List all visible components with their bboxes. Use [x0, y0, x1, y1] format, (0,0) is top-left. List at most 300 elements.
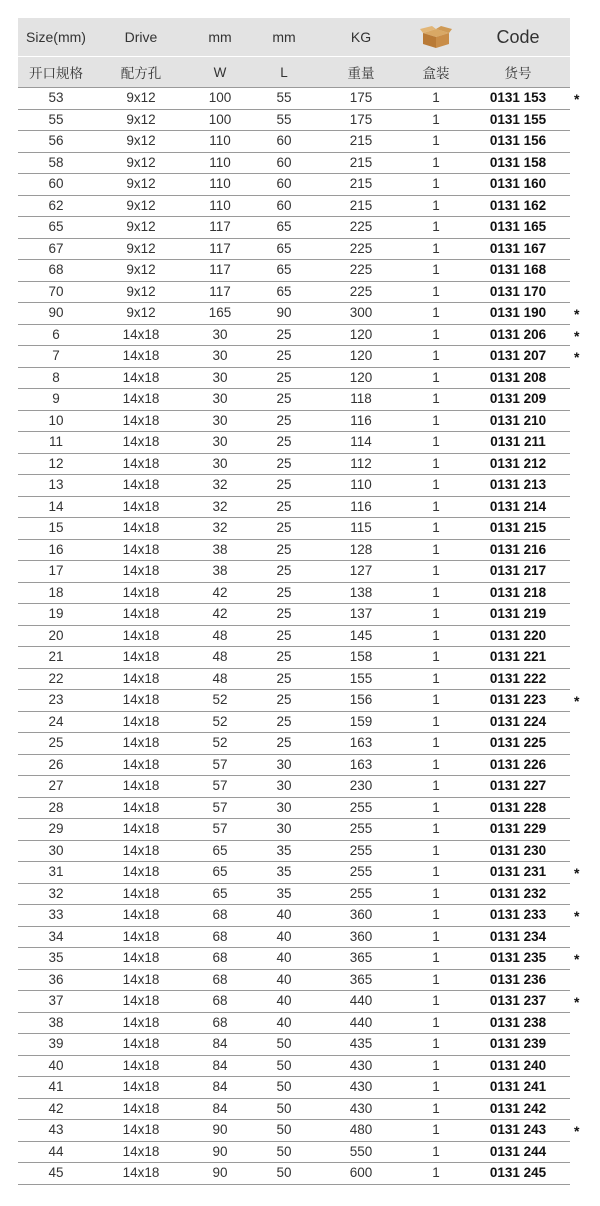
cell-box: 1: [432, 928, 440, 944]
cell-l: 25: [276, 606, 292, 622]
cell-kg: 155: [349, 670, 373, 686]
table-row: [18, 110, 570, 132]
cell-code: 0131 232: [489, 885, 547, 901]
cell-drive: 9x12: [126, 176, 156, 192]
cell-drive: 14x18: [122, 455, 160, 471]
cell-kg: 365: [349, 950, 373, 966]
cell-code: 0131 213: [489, 477, 547, 493]
cell-code: 0131 227: [489, 778, 547, 794]
table-row: [18, 884, 570, 906]
cell-w: 52: [212, 692, 228, 708]
cell-kg: 145: [349, 627, 373, 643]
cell-w: 52: [212, 713, 228, 729]
cell-code: 0131 238: [489, 1014, 547, 1030]
asterisk-mark: *: [574, 908, 580, 924]
cell-w: 57: [212, 756, 228, 772]
cell-code: 0131 155: [489, 111, 547, 127]
cell-w: 110: [209, 176, 231, 192]
cell-kg: 440: [349, 1014, 373, 1030]
cell-l: 40: [276, 971, 292, 987]
cell-drive: 14x18: [122, 584, 160, 600]
cell-w: 90: [212, 1165, 228, 1181]
cell-kg: 225: [349, 219, 373, 235]
cell-size: 56: [48, 133, 64, 149]
table-row: [18, 905, 580, 927]
cell-l: 90: [276, 305, 292, 321]
cell-kg: 360: [349, 928, 373, 944]
cell-code: 0131 231: [489, 864, 547, 880]
cell-drive: 14x18: [122, 563, 160, 579]
cell-box: 1: [432, 1036, 440, 1052]
cell-kg: 215: [349, 197, 373, 213]
table-row: [18, 755, 570, 777]
header-box-cn: 盒装: [422, 66, 450, 81]
cell-w: 30: [212, 348, 228, 364]
asterisk-mark: *: [574, 865, 580, 881]
table-row: [18, 862, 580, 884]
header-code: Code: [496, 26, 540, 47]
header-w-unit: mm: [208, 29, 232, 45]
header-row-english: [18, 18, 570, 56]
header-w: W: [213, 64, 227, 80]
cell-w: 68: [212, 971, 228, 987]
cell-w: 68: [212, 993, 228, 1009]
cell-l: 60: [276, 176, 292, 192]
cell-w: 117: [209, 283, 231, 299]
cell-drive: 14x18: [122, 928, 160, 944]
cell-l: 25: [276, 627, 292, 643]
cell-w: 90: [212, 1122, 228, 1138]
table-header: [18, 18, 570, 87]
cell-l: 65: [276, 262, 292, 278]
cell-kg: 225: [349, 283, 373, 299]
cell-size: 32: [48, 885, 64, 901]
cell-box: 1: [432, 692, 440, 708]
table-row: [18, 561, 570, 583]
cell-size: 70: [48, 283, 64, 299]
asterisk-mark: *: [574, 994, 580, 1010]
cell-kg: 255: [349, 821, 373, 837]
cell-kg: 255: [349, 864, 373, 880]
cell-l: 50: [276, 1143, 292, 1159]
cell-drive: 14x18: [122, 412, 160, 428]
table-row: [18, 1142, 570, 1164]
cell-kg: 255: [349, 885, 373, 901]
cell-code: 0131 243: [489, 1122, 547, 1138]
cell-size: 39: [48, 1036, 64, 1052]
cell-code: 0131 223: [489, 692, 547, 708]
cell-size: 33: [48, 907, 64, 923]
table-row: [18, 131, 570, 153]
cell-code: 0131 229: [489, 821, 547, 837]
table-row: [18, 626, 570, 648]
cell-l: 50: [276, 1079, 292, 1095]
cell-kg: 175: [349, 111, 373, 127]
cell-l: 30: [276, 821, 292, 837]
table-row: [18, 174, 570, 196]
table-row: [18, 368, 570, 390]
cell-code: 0131 228: [489, 799, 547, 815]
cell-code: 0131 165: [489, 219, 547, 235]
cell-box: 1: [432, 864, 440, 880]
cell-size: 35: [48, 950, 64, 966]
cell-size: 31: [48, 864, 64, 880]
table-row: [18, 1163, 570, 1185]
cell-drive: 9x12: [126, 197, 156, 213]
cell-kg: 255: [349, 799, 373, 815]
cell-w: 110: [209, 154, 231, 170]
table-row: [18, 604, 570, 626]
cell-drive: 14x18: [122, 1014, 160, 1030]
cell-drive: 9x12: [126, 111, 156, 127]
cell-kg: 127: [349, 563, 373, 579]
cell-kg: 112: [350, 455, 372, 471]
cell-box: 1: [432, 219, 440, 235]
table-row: [18, 841, 570, 863]
cell-drive: 14x18: [122, 606, 160, 622]
cell-box: 1: [432, 606, 440, 622]
cell-drive: 14x18: [122, 864, 160, 880]
cell-kg: 175: [349, 90, 373, 106]
cell-l: 25: [276, 649, 292, 665]
cell-w: 30: [212, 412, 228, 428]
table-row: [18, 260, 570, 282]
cell-kg: 600: [349, 1165, 373, 1181]
cell-drive: 14x18: [122, 713, 160, 729]
cell-drive: 9x12: [126, 219, 156, 235]
cell-l: 25: [276, 391, 292, 407]
table-row: [18, 282, 570, 304]
cell-kg: 116: [350, 412, 372, 428]
cell-code: 0131 214: [489, 498, 547, 514]
cell-code: 0131 219: [489, 606, 547, 622]
cell-l: 25: [276, 584, 292, 600]
cell-drive: 14x18: [122, 950, 160, 966]
cell-w: 57: [212, 778, 228, 794]
cell-w: 68: [212, 928, 228, 944]
cell-box: 1: [432, 1100, 440, 1116]
cell-size: 6: [52, 326, 60, 342]
cell-code: 0131 235: [489, 950, 547, 966]
cell-drive: 14x18: [122, 1100, 160, 1116]
cell-size: 41: [48, 1079, 64, 1095]
table-row: [18, 798, 570, 820]
cell-l: 30: [276, 778, 292, 794]
cell-drive: 14x18: [122, 993, 160, 1009]
cell-size: 65: [48, 219, 64, 235]
cell-drive: 9x12: [126, 305, 156, 321]
cell-size: 44: [48, 1143, 64, 1159]
cell-w: 48: [212, 627, 228, 643]
table-row: [18, 1013, 570, 1035]
cell-box: 1: [432, 885, 440, 901]
cell-box: 1: [432, 1143, 440, 1159]
cell-drive: 14x18: [122, 520, 160, 536]
cell-drive: 14x18: [122, 477, 160, 493]
cell-box: 1: [432, 498, 440, 514]
table-row: [18, 303, 580, 325]
cell-box: 1: [432, 735, 440, 751]
cell-l: 65: [276, 283, 292, 299]
cell-kg: 435: [349, 1036, 373, 1052]
header-size: Size(mm): [26, 29, 86, 45]
cell-drive: 14x18: [122, 907, 160, 923]
table-row: [18, 583, 570, 605]
table-row: [18, 819, 570, 841]
table-row: [18, 153, 570, 175]
table-row: [18, 475, 570, 497]
cell-box: 1: [432, 649, 440, 665]
cell-kg: 138: [349, 584, 373, 600]
cell-code: 0131 210: [489, 412, 547, 428]
cell-box: 1: [432, 520, 440, 536]
cell-l: 25: [276, 434, 292, 450]
cell-drive: 14x18: [122, 821, 160, 837]
table-row: [18, 432, 570, 454]
cell-w: 100: [208, 90, 232, 106]
header-drive-cn: 配方孔: [120, 66, 162, 81]
cell-l: 40: [276, 993, 292, 1009]
cell-drive: 14x18: [122, 1079, 160, 1095]
table-row: [18, 1034, 570, 1056]
cell-size: 13: [48, 477, 64, 493]
cell-drive: 14x18: [122, 756, 160, 772]
cell-drive: 9x12: [126, 90, 156, 106]
table-row: [18, 927, 570, 949]
cell-w: 57: [212, 821, 228, 837]
table-row: [18, 970, 570, 992]
cell-box: 1: [432, 90, 440, 106]
cell-l: 65: [276, 240, 292, 256]
cell-size: 38: [48, 1014, 64, 1030]
cell-box: 1: [432, 348, 440, 364]
cell-code: 0131 225: [489, 735, 547, 751]
cell-w: 32: [212, 498, 228, 514]
cell-drive: 14x18: [122, 391, 160, 407]
cell-size: 67: [48, 240, 64, 256]
cell-w: 30: [212, 391, 228, 407]
cell-size: 28: [48, 799, 64, 815]
cell-size: 25: [48, 735, 64, 751]
cell-size: 22: [48, 670, 64, 686]
cell-box: 1: [432, 821, 440, 837]
asterisk-mark: *: [574, 349, 580, 365]
cell-w: 110: [209, 133, 231, 149]
cell-size: 27: [48, 778, 64, 794]
table-row: [18, 540, 570, 562]
cell-w: 110: [209, 197, 231, 213]
cell-l: 25: [276, 541, 292, 557]
header-l: L: [280, 64, 288, 80]
table-row: [18, 239, 570, 261]
cell-kg: 118: [350, 391, 372, 407]
cell-w: 57: [212, 799, 228, 815]
cell-l: 40: [276, 928, 292, 944]
cell-kg: 163: [349, 756, 373, 772]
cell-drive: 14x18: [122, 1143, 160, 1159]
cell-code: 0131 215: [489, 520, 547, 536]
cell-box: 1: [432, 1079, 440, 1095]
cell-drive: 14x18: [122, 369, 160, 385]
cell-kg: 430: [349, 1100, 373, 1116]
cell-code: 0131 208: [489, 369, 547, 385]
table-row: [18, 1077, 570, 1099]
cell-size: 21: [48, 649, 64, 665]
cell-kg: 225: [349, 262, 373, 278]
cell-l: 25: [276, 670, 292, 686]
cell-drive: 14x18: [122, 1122, 160, 1138]
cell-code: 0131 212: [489, 455, 547, 471]
cell-drive: 14x18: [122, 434, 160, 450]
cell-kg: 120: [349, 369, 373, 385]
asterisk-mark: *: [574, 693, 580, 709]
cell-code: 0131 245: [489, 1165, 547, 1181]
cell-kg: 158: [349, 649, 373, 665]
cell-w: 65: [212, 885, 228, 901]
cell-w: 30: [212, 434, 228, 450]
cell-code: 0131 206: [489, 326, 547, 342]
cell-drive: 14x18: [122, 799, 160, 815]
cell-code: 0131 170: [489, 283, 547, 299]
cell-w: 32: [212, 477, 228, 493]
cell-kg: 225: [349, 240, 373, 256]
cell-box: 1: [432, 563, 440, 579]
cell-w: 52: [212, 735, 228, 751]
cell-l: 40: [276, 907, 292, 923]
cell-kg: 120: [349, 326, 373, 342]
cell-kg: 163: [349, 735, 373, 751]
cell-l: 25: [276, 713, 292, 729]
cell-w: 38: [212, 541, 228, 557]
asterisk-mark: *: [574, 91, 580, 107]
cell-size: 14: [48, 498, 64, 514]
cell-l: 30: [276, 756, 292, 772]
cell-box: 1: [432, 756, 440, 772]
cell-code: 0131 167: [489, 240, 547, 256]
cell-box: 1: [432, 412, 440, 428]
cell-l: 25: [276, 348, 292, 364]
cell-box: 1: [432, 842, 440, 858]
table-row: [18, 647, 570, 669]
cell-size: 10: [48, 412, 64, 428]
cell-box: 1: [432, 477, 440, 493]
cell-code: 0131 162: [489, 197, 547, 213]
table-row: [18, 1056, 570, 1078]
table-row: [18, 948, 580, 970]
cell-w: 117: [209, 240, 231, 256]
cell-l: 25: [276, 520, 292, 536]
cell-code: 0131 233: [489, 907, 547, 923]
cell-drive: 14x18: [122, 1036, 160, 1052]
table-row: [18, 1120, 580, 1142]
cell-code: 0131 158: [489, 154, 547, 170]
cell-size: 23: [48, 692, 64, 708]
cell-l: 25: [276, 412, 292, 428]
cell-drive: 14x18: [122, 778, 160, 794]
cell-kg: 115: [350, 520, 372, 536]
cell-drive: 14x18: [122, 971, 160, 987]
cell-drive: 14x18: [122, 326, 160, 342]
table-row: [18, 454, 570, 476]
cell-box: 1: [432, 262, 440, 278]
table-row: [18, 733, 570, 755]
cell-w: 30: [212, 369, 228, 385]
cell-drive: 14x18: [122, 1165, 160, 1181]
table-row: [18, 712, 570, 734]
cell-size: 37: [48, 993, 64, 1009]
cell-size: 36: [48, 971, 64, 987]
cell-l: 40: [276, 1014, 292, 1030]
cell-drive: 9x12: [126, 133, 156, 149]
cell-code: 0131 242: [489, 1100, 547, 1116]
cell-code: 0131 230: [489, 842, 547, 858]
cell-code: 0131 220: [489, 627, 547, 643]
cell-code: 0131 240: [489, 1057, 547, 1073]
cell-l: 55: [276, 111, 292, 127]
cell-l: 25: [276, 455, 292, 471]
cell-code: 0131 168: [489, 262, 547, 278]
cell-kg: 230: [349, 778, 373, 794]
cell-l: 55: [276, 90, 292, 106]
cell-box: 1: [432, 1014, 440, 1030]
table-row: [18, 690, 580, 712]
cell-drive: 9x12: [126, 154, 156, 170]
cell-w: 42: [212, 606, 228, 622]
cell-size: 43: [48, 1122, 64, 1138]
cell-size: 26: [48, 756, 64, 772]
cell-size: 62: [48, 197, 64, 213]
cell-l: 50: [276, 1165, 292, 1181]
cell-box: 1: [432, 283, 440, 299]
cell-w: 38: [212, 563, 228, 579]
cell-size: 11: [48, 434, 63, 450]
cell-kg: 480: [349, 1122, 373, 1138]
cell-l: 50: [276, 1122, 292, 1138]
table-row: [18, 217, 570, 239]
cell-box: 1: [432, 907, 440, 923]
cell-drive: 14x18: [122, 670, 160, 686]
cell-box: 1: [432, 455, 440, 471]
cell-kg: 128: [349, 541, 373, 557]
cell-box: 1: [432, 713, 440, 729]
header-kg: KG: [350, 29, 372, 45]
cell-w: 65: [212, 842, 228, 858]
table-row: [18, 497, 570, 519]
cell-size: 9: [52, 391, 60, 407]
cell-w: 68: [212, 907, 228, 923]
spec-table: [18, 18, 580, 1185]
cell-l: 25: [276, 477, 292, 493]
cell-code: 0131 218: [489, 584, 547, 600]
cell-l: 65: [276, 219, 292, 235]
cell-drive: 14x18: [122, 541, 160, 557]
cell-kg: 360: [349, 907, 373, 923]
cell-w: 65: [212, 864, 228, 880]
cell-code: 0131 217: [489, 563, 547, 579]
cell-size: 12: [48, 455, 64, 471]
cell-kg: 440: [349, 993, 373, 1009]
cell-w: 30: [212, 326, 228, 342]
cell-code: 0131 226: [489, 756, 547, 772]
cell-drive: 14x18: [122, 885, 160, 901]
cell-l: 60: [276, 133, 292, 149]
table-row: [18, 518, 570, 540]
cell-size: 45: [48, 1165, 64, 1181]
table-row: [18, 346, 580, 368]
cell-l: 35: [276, 864, 292, 880]
table-row: [18, 389, 570, 411]
cell-kg: 300: [349, 305, 373, 321]
